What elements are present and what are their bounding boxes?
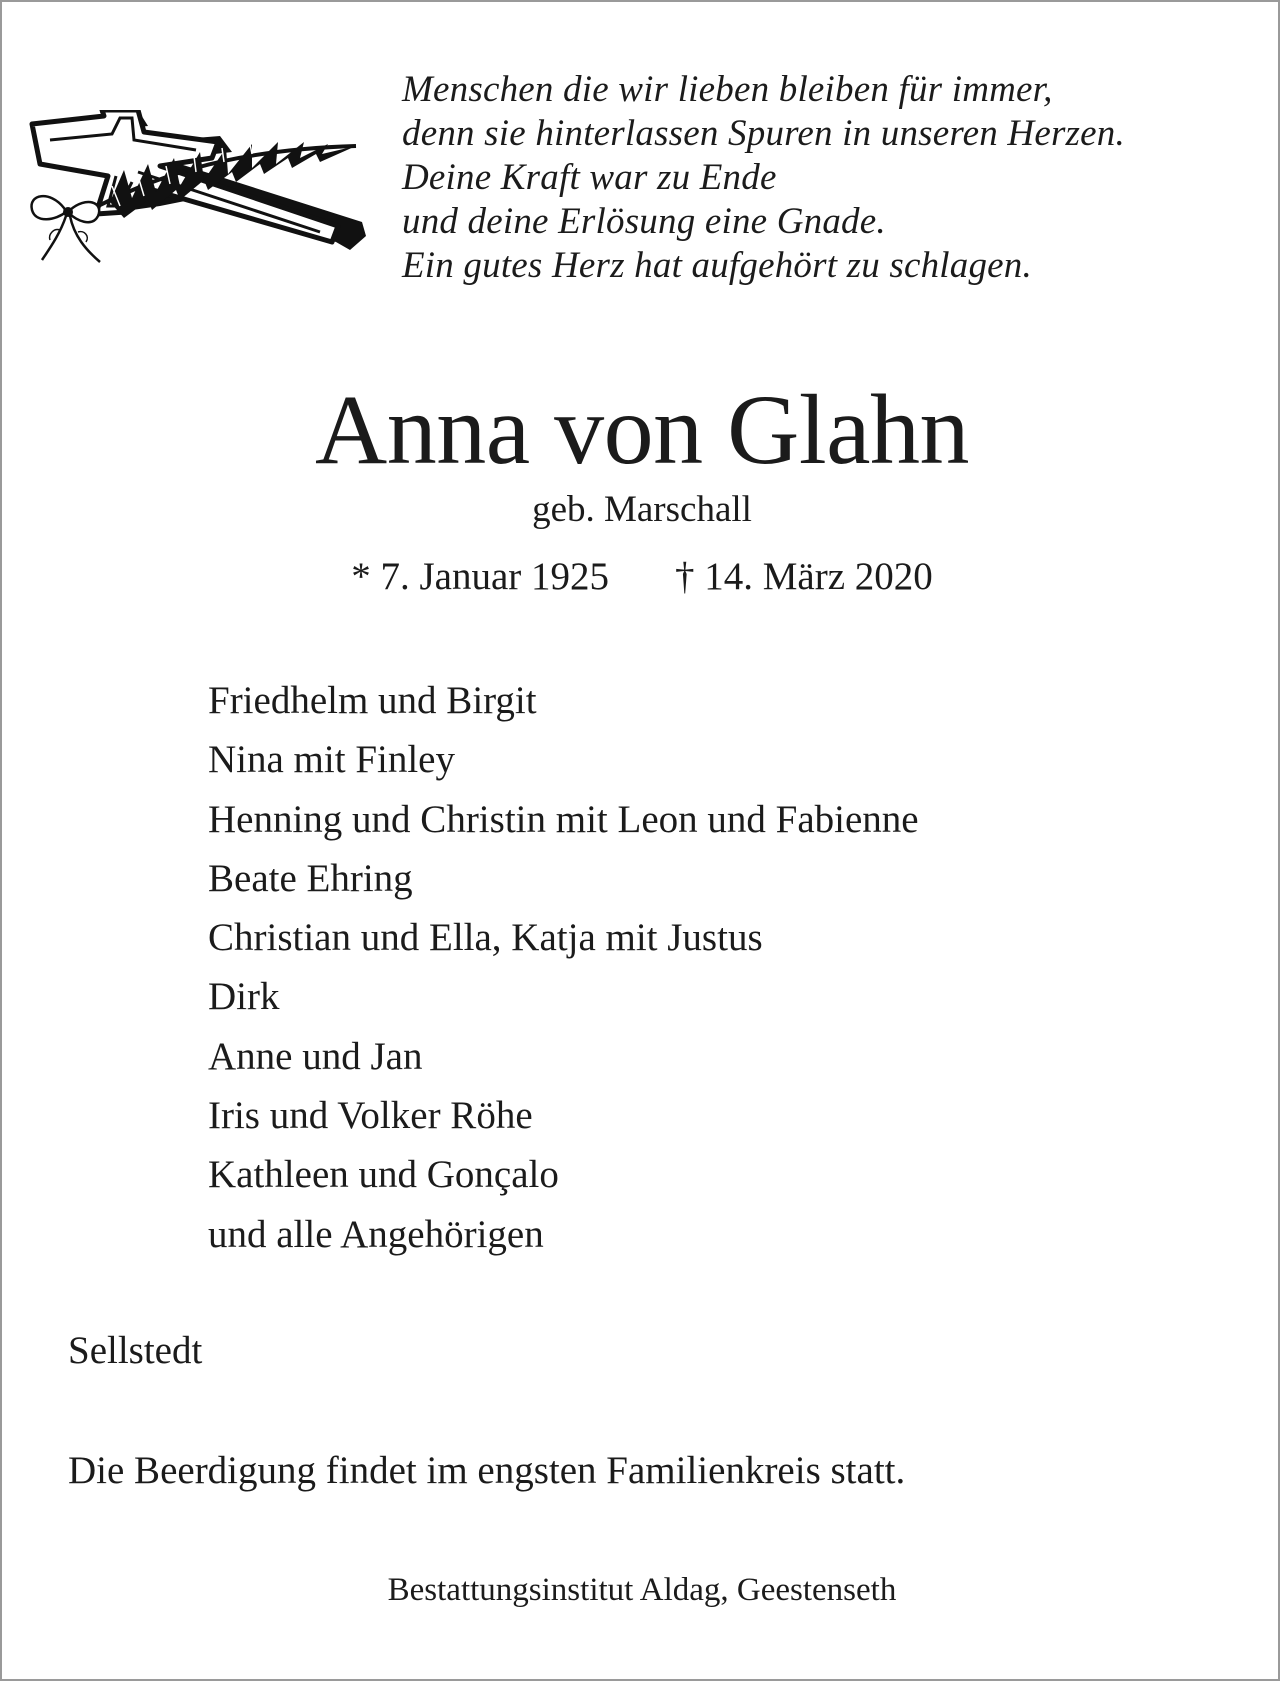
death-date: † 14. März 2020 xyxy=(675,555,933,598)
list-item: und alle Angehörigen xyxy=(208,1212,544,1256)
list-item: Nina mit Finley xyxy=(208,738,455,782)
poem-line: Menschen die wir lieben bleiben für immer, xyxy=(402,69,1053,110)
place-name: Sellstedt xyxy=(68,1329,203,1372)
poem-line: denn sie hinterlassen Spuren in unseren Herzen. xyxy=(402,113,1125,154)
poem-line: Ein gutes Herz hat aufgehört zu schlagen. xyxy=(402,245,1032,286)
birth-date: * 7. Januar 1925 xyxy=(351,555,609,598)
list-item: Henning und Christin mit Leon und Fabienne xyxy=(208,797,919,841)
mourners-list xyxy=(208,671,1208,1264)
list-item: Beate Ehring xyxy=(208,856,413,900)
ribbon-bow-icon xyxy=(32,196,100,262)
poem-line: Deine Kraft war zu Ende xyxy=(402,157,777,198)
list-item: Anne und Jan xyxy=(208,1034,423,1078)
memorial-poem xyxy=(402,68,1262,288)
maiden-name: geb. Marschall xyxy=(532,489,752,530)
list-item: Christian und Ella, Katja mit Justus xyxy=(208,916,763,960)
cross-with-palm-emblem xyxy=(20,110,392,280)
deceased-name: Anna von Glahn xyxy=(315,374,969,485)
list-item: Kathleen und Gonçalo xyxy=(208,1153,559,1197)
life-dates xyxy=(2,554,1280,600)
list-item: Dirk xyxy=(208,975,280,1019)
undertaker-credit: Bestattungsinstitut Aldag, Geestenseth xyxy=(387,1572,897,1608)
list-item: Friedhelm und Birgit xyxy=(208,679,537,722)
list-item: Iris und Volker Röhe xyxy=(208,1094,533,1138)
poem-line: und deine Erlösung eine Gnade. xyxy=(402,201,886,242)
funeral-note: Die Beerdigung findet im engsten Familienkreis statt. xyxy=(68,1449,906,1492)
